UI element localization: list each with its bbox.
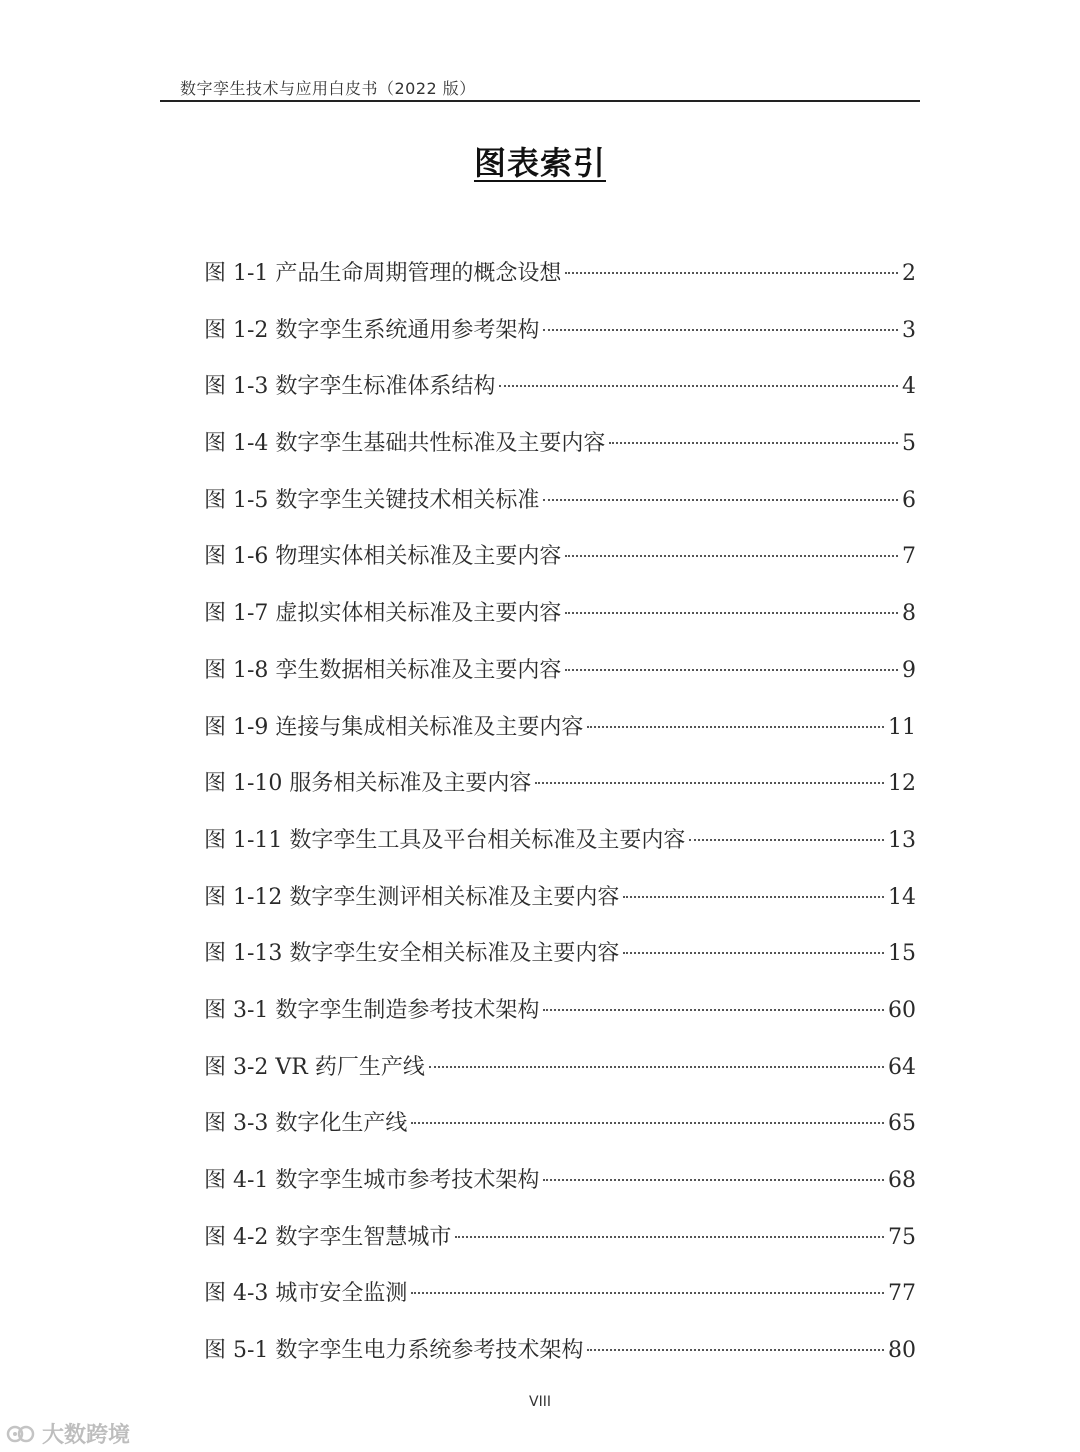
- figure-index-list: [204, 246, 916, 1380]
- toc-dot-leader: [587, 1349, 884, 1351]
- toc-entry-label: 图 1-5 数字孪生关键技术相关标准: [204, 487, 540, 513]
- toc-dot-leader: [623, 896, 884, 898]
- toc-dot-leader: [565, 555, 898, 557]
- toc-entry-label: 图 3-2 VR 药厂生产线: [204, 1054, 425, 1080]
- toc-entry[interactable]: [204, 303, 916, 360]
- watermark: [6, 1418, 130, 1449]
- toc-entry-page: 77: [888, 1281, 916, 1307]
- toc-entry-page: 4: [902, 374, 916, 400]
- header-divider: [160, 100, 920, 102]
- toc-entry-page: 64: [888, 1054, 916, 1080]
- toc-entry-label: 图 1-6 物理实体相关标准及主要内容: [204, 544, 562, 570]
- toc-entry[interactable]: [204, 1323, 916, 1380]
- toc-entry-label: 图 1-2 数字孪生系统通用参考架构: [204, 317, 540, 343]
- toc-entry-label: 图 4-2 数字孪生智慧城市: [204, 1224, 452, 1250]
- page-title: 图表索引: [473, 144, 606, 182]
- toc-entry-page: 9: [902, 657, 916, 683]
- toc-entry[interactable]: [204, 870, 916, 927]
- toc-entry-page: 11: [888, 714, 916, 740]
- toc-entry-page: 14: [888, 884, 916, 910]
- toc-dot-leader: [543, 1009, 884, 1011]
- toc-entry-page: 65: [888, 1111, 916, 1137]
- toc-dot-leader: [429, 1066, 884, 1068]
- toc-dot-leader: [543, 329, 898, 331]
- toc-entry-label: 图 1-12 数字孪生测评相关标准及主要内容: [204, 884, 620, 910]
- toc-entry-label: 图 1-7 虚拟实体相关标准及主要内容: [204, 601, 562, 627]
- toc-entry[interactable]: [204, 529, 916, 586]
- toc-dot-leader: [565, 612, 898, 614]
- toc-entry[interactable]: [204, 359, 916, 416]
- toc-entry-page: 68: [888, 1168, 916, 1193]
- toc-entry[interactable]: [204, 926, 916, 983]
- toc-dot-leader: [565, 669, 898, 671]
- toc-entry[interactable]: [204, 813, 916, 870]
- page-number: VIII: [529, 1394, 551, 1410]
- toc-entry-page: 3: [902, 317, 916, 343]
- toc-entry-page: 12: [888, 771, 916, 797]
- toc-entry[interactable]: [204, 1210, 916, 1267]
- toc-entry-page: 5: [902, 431, 916, 457]
- toc-dot-leader: [543, 499, 898, 501]
- toc-entry[interactable]: [204, 1040, 916, 1097]
- toc-entry-label: 图 3-3 数字化生产线: [204, 1111, 408, 1137]
- toc-dot-leader: [689, 839, 884, 841]
- toc-entry-page: 60: [888, 997, 916, 1023]
- toc-entry-label: 图 1-3 数字孪生标准体系结构: [204, 374, 496, 400]
- toc-entry-page: 6: [902, 487, 916, 513]
- toc-entry-label: 图 1-4 数字孪生基础共性标准及主要内容: [204, 431, 606, 457]
- toc-entry-label: 图 4-1 数字孪生城市参考技术架构: [204, 1168, 540, 1193]
- toc-entry-label: 图 1-9 连接与集成相关标准及主要内容: [204, 714, 584, 740]
- toc-entry-label: 图 4-3 城市安全监测: [204, 1281, 408, 1307]
- toc-entry-page: 7: [902, 544, 916, 570]
- watermark-text: 大数跨境: [42, 1423, 131, 1448]
- toc-entry[interactable]: [204, 1096, 916, 1153]
- toc-entry-page: 8: [902, 601, 916, 627]
- toc-dot-leader: [499, 385, 898, 387]
- toc-entry-page: 2: [902, 261, 916, 286]
- toc-entry[interactable]: [204, 246, 916, 303]
- toc-entry-page: 13: [888, 827, 916, 853]
- toc-entry-label: 图 1-11 数字孪生工具及平台相关标准及主要内容: [204, 827, 686, 853]
- toc-dot-leader: [623, 952, 884, 954]
- toc-entry-label: 图 1-1 产品生命周期管理的概念设想: [204, 261, 562, 286]
- toc-entry[interactable]: [204, 756, 916, 813]
- toc-entry-page: 15: [888, 941, 916, 967]
- toc-entry-label: 图 1-13 数字孪生安全相关标准及主要内容: [204, 941, 620, 967]
- toc-dot-leader: [455, 1236, 884, 1238]
- toc-dot-leader: [587, 726, 884, 728]
- toc-entry[interactable]: [204, 1153, 916, 1210]
- toc-entry[interactable]: [204, 586, 916, 643]
- toc-dot-leader: [535, 782, 884, 784]
- toc-entry[interactable]: [204, 983, 916, 1040]
- toc-entry-page: 80: [888, 1338, 916, 1364]
- toc-dot-leader: [609, 442, 898, 444]
- running-header-title: 数字孪生技术与应用白皮书（2022 版）: [180, 79, 476, 98]
- toc-entry-label: 图 1-8 孪生数据相关标准及主要内容: [204, 657, 562, 683]
- toc-dot-leader: [565, 272, 898, 274]
- toc-entry[interactable]: [204, 700, 916, 757]
- toc-entry[interactable]: [204, 416, 916, 473]
- toc-entry-label: 图 1-10 服务相关标准及主要内容: [204, 771, 532, 797]
- toc-entry[interactable]: [204, 1266, 916, 1323]
- toc-dot-leader: [411, 1122, 884, 1124]
- toc-dot-leader: [411, 1292, 884, 1294]
- toc-entry-page: 75: [888, 1224, 916, 1250]
- toc-entry-label: 图 3-1 数字孪生制造参考技术架构: [204, 997, 540, 1023]
- brand-logo-icon: [6, 1422, 36, 1446]
- toc-entry-label: 图 5-1 数字孪生电力系统参考技术架构: [204, 1338, 584, 1364]
- toc-dot-leader: [543, 1179, 884, 1181]
- toc-entry[interactable]: [204, 473, 916, 530]
- toc-entry[interactable]: [204, 643, 916, 700]
